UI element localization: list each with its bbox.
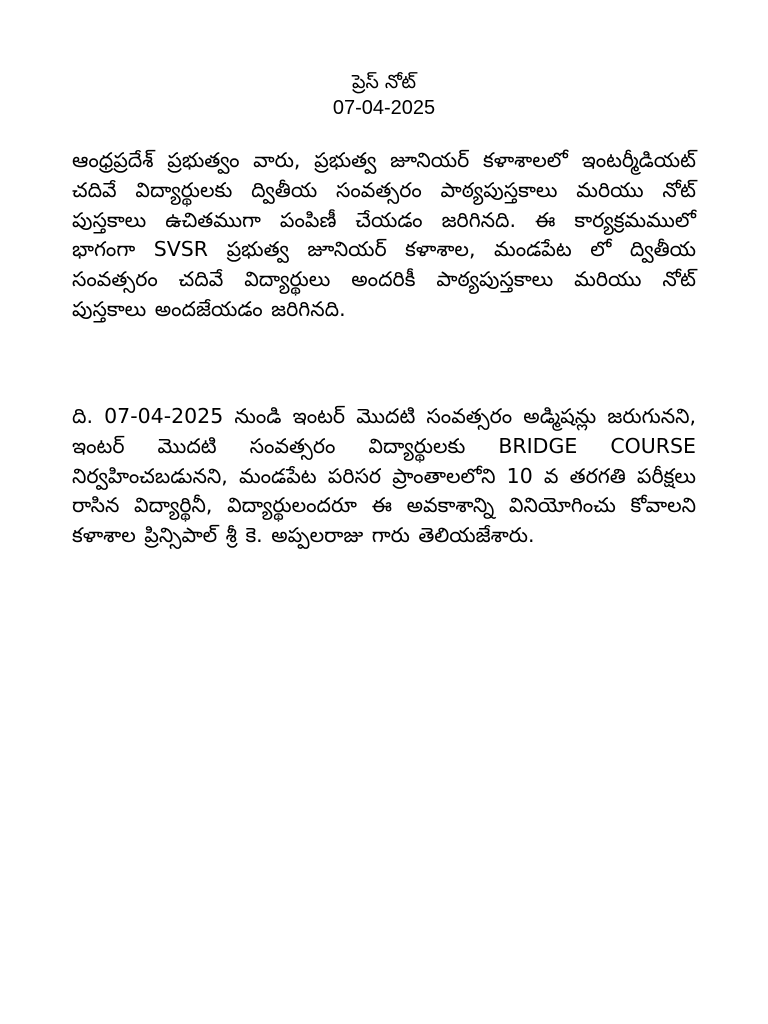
press-note-date: 07-04-2025 [332,97,436,119]
press-note-title: ప్రెస్ నోట్ [351,71,417,93]
body-paragraph-admissions-announcement: ది. 07-04-2025 నుండి ఇంటర్ మొదటి సంవత్సరం అడ్మిషన్లు జరుగునని, ఇంటర్ మొదటి సంవత్సరం విద్యార్థులకు BRIDGE COURSE నిర్వహించబడునని, మండపేట పరిసర ప్రాంతాలలోని 10 వ తరగతి పరీక్షలు రాసిన విద్యార్థినీ, విద్యార్థులందరూ ఈ అవకాశాన్ని వినియోగించు కోవాలని కళాశాల ప్రిన్సిపాల్ శ్రీ కె. అప్పలరాజు గారు తెలియజేశారు. [72,404,696,548]
body-paragraph-textbook-distribution: ఆంధ్రప్రదేశ్ ప్రభుత్వం వారు, ప్రభుత్వ జూనియర్ కళాశాలలో ఇంటర్మీడియట్ చదివే విద్యార్థులకు ద్వితీయ సంవత్సరం పాఠ్యపుస్తకాలు మరియు నోట్ పుస్తకాలు ఉచితముగా పంపిణీ చేయడం జరిగినది. ఈ కార్యక్రమములో భాగంగా SVSR ప్రభుత్వ జూనియర్ కళాశాల, మండపేట లో ద్వితీయ సంవత్సరం చదివే విద్యార్థులు అందరికీ పాఠ్యపుస్తకాలు మరియు నోట్ పుస్తకాలు అందజేయడం జరిగినది. [72,148,696,321]
